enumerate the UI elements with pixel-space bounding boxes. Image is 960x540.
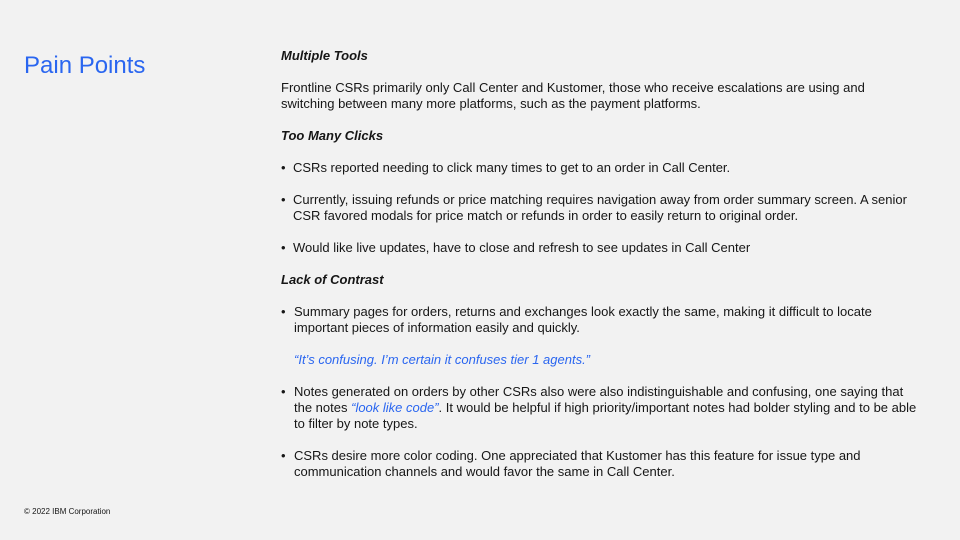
section-heading-too-many-clicks: Too Many Clicks — [281, 128, 384, 143]
inline-quote: “look like code” — [351, 400, 439, 415]
content-column — [281, 48, 921, 480]
bullet-icon: • — [281, 384, 286, 399]
multiple-tools-body: Frontline CSRs primarily only Call Center and Kustomer, those who receive escalations are using and switching between many more platforms, such as the payment platforms. — [281, 80, 865, 111]
bullet-text: CSRs reported needing to click many times to get to an order in Call Center. — [293, 160, 731, 175]
bullet-icon: • — [281, 240, 286, 255]
section-heading-lack-of-contrast: Lack of Contrast — [281, 272, 384, 287]
bullet-icon: • — [281, 304, 286, 319]
list-item — [281, 160, 921, 176]
page-title: Pain Points — [24, 52, 146, 79]
list-item — [281, 384, 921, 432]
bullet-icon: • — [281, 192, 286, 207]
bullet-text-post: . It would be helpful if high priority/important notes had bolder styling and to be able to filter by note types. — [294, 400, 917, 431]
list-item — [281, 240, 921, 256]
list-item — [281, 192, 921, 224]
section-heading-multiple-tools: Multiple Tools — [281, 48, 368, 63]
user-quote: “It’s confusing. I’m certain it confuses tier 1 agents.” — [294, 352, 591, 367]
bullet-text: CSRs desire more color coding. One appreciated that Kustomer has this feature for issue type and communication channels and would favor the same in Call Center. — [294, 448, 861, 479]
bullet-text: Summary pages for orders, returns and exchanges look exactly the same, making it difficult to locate important pieces of information easily and quickly. — [294, 304, 872, 335]
bullet-text-pre: Notes generated on orders by other CSRs also were also indistinguishable and confusing, one saying that the notes — [294, 384, 904, 415]
bullet-icon: • — [281, 160, 286, 175]
list-item — [281, 304, 921, 336]
bullet-icon: • — [281, 448, 286, 463]
copyright-footer: © 2022 IBM Corporation — [24, 507, 111, 516]
bullet-text: Currently, issuing refunds or price matching requires navigation away from order summary screen. A senior CSR favored modals for price match or refunds in order to easily return to original order. — [293, 192, 907, 223]
list-item — [281, 448, 921, 480]
bullet-text: Would like live updates, have to close and refresh to see updates in Call Center — [293, 240, 751, 255]
